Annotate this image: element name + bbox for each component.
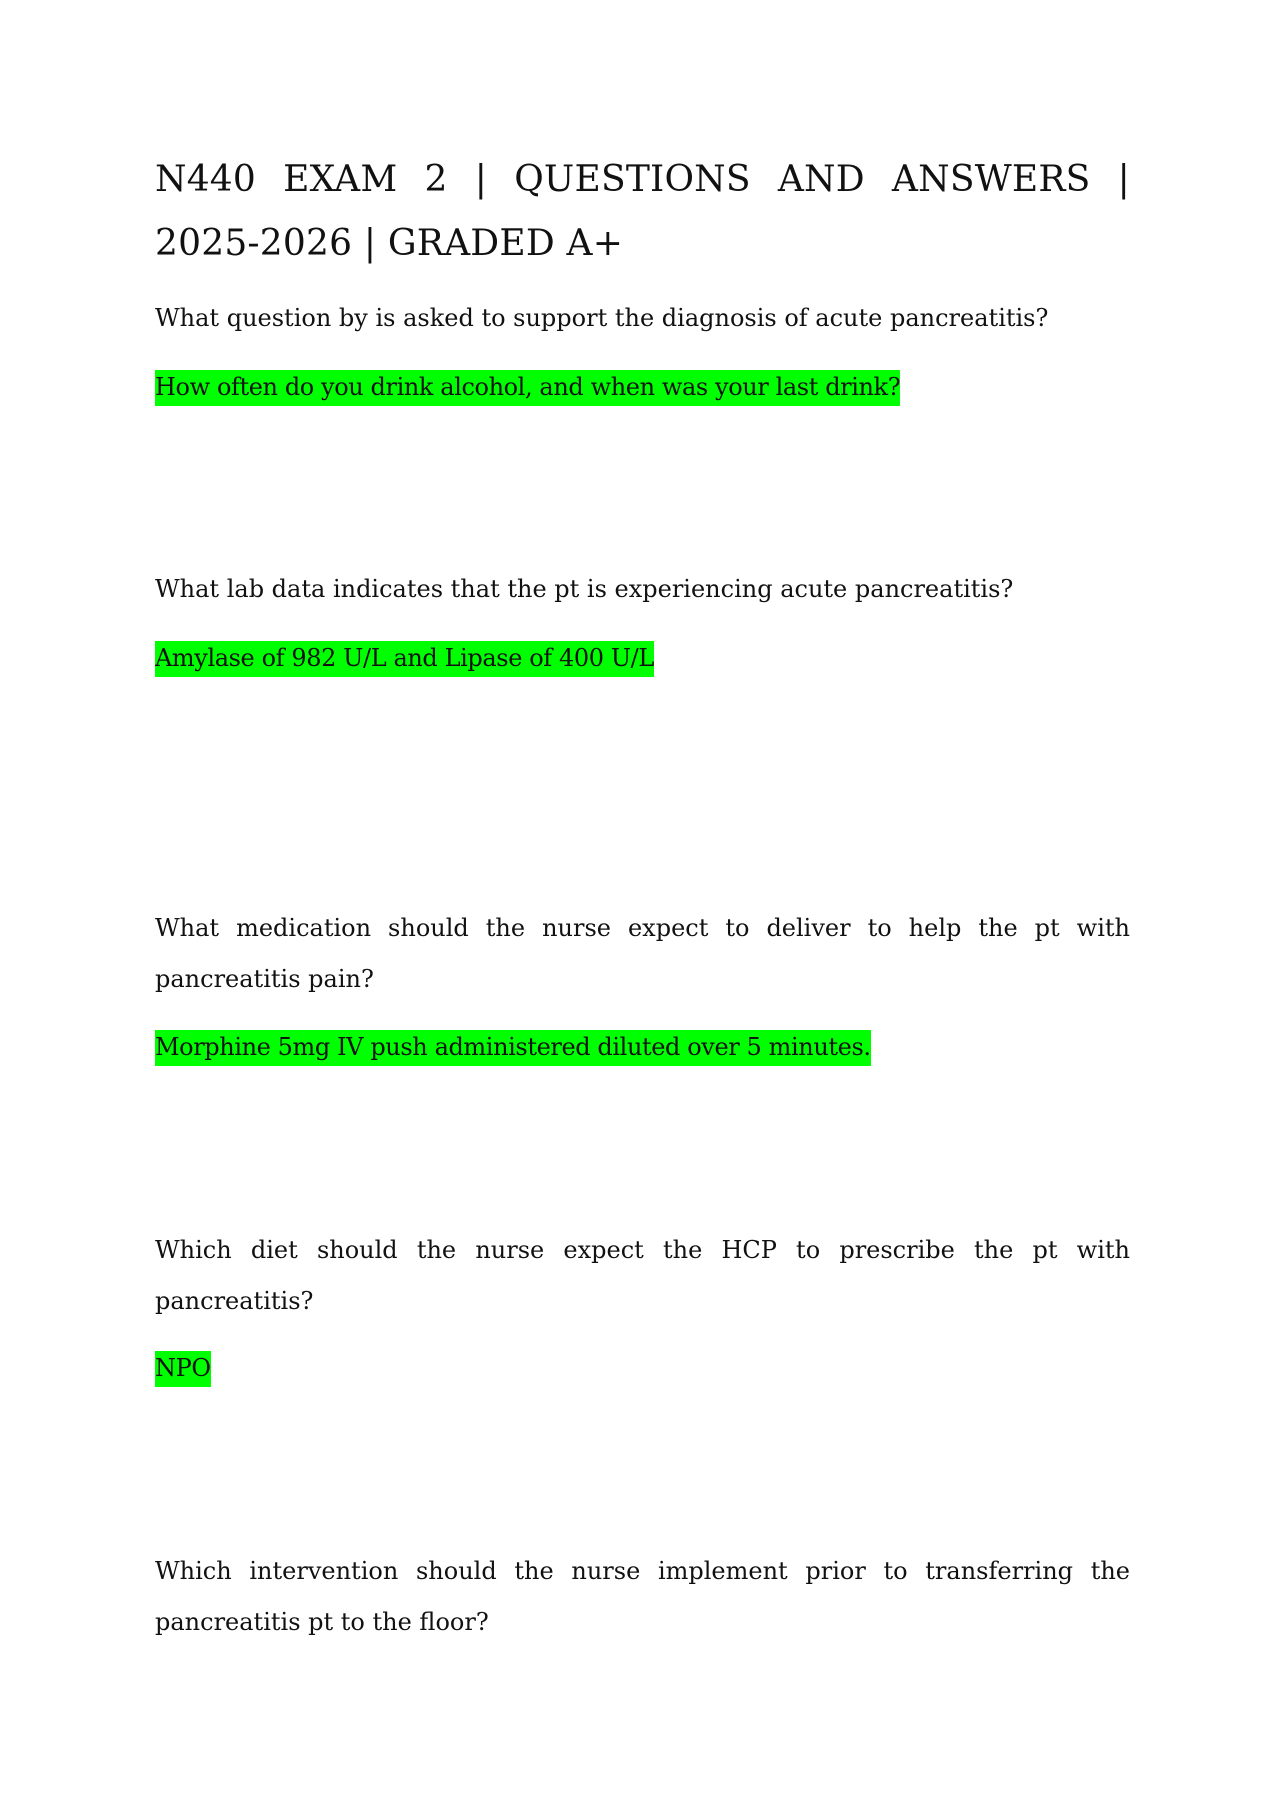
- highlighted-answer: Amylase of 982 U/L and Lipase of 400 U/L: [155, 641, 654, 677]
- question-text: Which diet should the nurse expect the HCP to prescribe the pt with pancreatitis?: [155, 1236, 1130, 1315]
- answer-block: [155, 638, 1130, 678]
- question-text: What medication should the nurse expect to deliver to help the pt with pancreatitis pain?: [155, 914, 1130, 993]
- answer-block: [155, 1348, 1130, 1388]
- highlighted-answer: How often do you drink alcohol, and when was your last drink?: [155, 370, 900, 406]
- answer-block: [155, 1027, 1130, 1067]
- question-text: What question by is asked to support the diagnosis of acute pancreatitis?: [155, 304, 1049, 332]
- question-text: Which intervention should the nurse implement prior to transferring the pancreatitis pt to the floor?: [155, 1557, 1130, 1636]
- question-text: What lab data indicates that the pt is experiencing acute pancreatitis?: [155, 575, 1014, 603]
- highlighted-answer: Morphine 5mg IV push administered diluted over 5 minutes.: [155, 1030, 871, 1066]
- document-title: N440 EXAM 2 | QUESTIONS AND ANSWERS | 2025-2026 | GRADED A+: [155, 159, 1130, 264]
- highlighted-answer: NPO: [155, 1351, 211, 1387]
- answer-block: [155, 367, 1130, 407]
